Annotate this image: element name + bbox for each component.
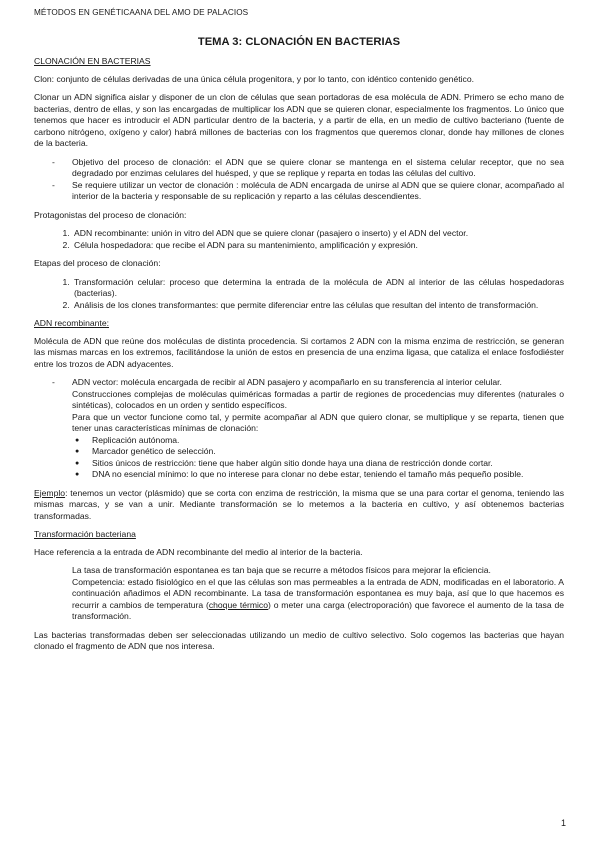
section-heading-transformacion: Transformación bacteriana: [34, 529, 136, 539]
document-body: [34, 35, 564, 660]
paragraph-clon-definition: Clon: conjunto de células derivadas de una única célula progenitora, y por lo tanto, con idéntico contenido genético.: [34, 73, 475, 84]
list-item: 1. Transformación celular: proceso que determina la entrada de la molécula de ADN al interior de las células hospedadoras (bacterias).: [72, 277, 564, 300]
bullet-list-characteristics: [72, 435, 564, 481]
paragraph-tasa: La tasa de transformación espontanea es tan baja que se recurre a métodos físicos para mejorar la eficiencia.: [72, 565, 491, 575]
choque-termico-term: choque térmico: [208, 599, 269, 610]
vector-line: Construcciones complejas de moléculas quiméricas formadas a partir de regiones de procedencias muy diferentes (naturales o sintéticas), colocados en un orden y sentido específicos.: [72, 388, 564, 410]
paragraph-clonar-adn: Clonar un ADN significa aislar y disponer de un clon de células que sean portadoras de esa molécula de ADN. Primero se echo mano de bacterias, dentro de ellas, y son las encargadas de multiplicar los ADN que se quieren clonar, especialmente los fragmentos. Lo único que tenemos que hacer es introducir el ADN particular dentro de la bacteria, y a partir de ella, en un medio de cultivo bacteriano (fuente de carbono nitrógeno, oxígeno y calor) habrá millones de bacterias con los fragmentos que queremos clonar, donde hay millones de clones de la bacteria.: [34, 92, 564, 148]
ejemplo-label: Ejemplo: [34, 487, 66, 498]
indented-block-transformacion: [34, 565, 564, 623]
list-item: ● Replicación autónoma.: [92, 435, 564, 447]
dash-list-objectives: [34, 157, 564, 203]
list-item: 2. Análisis de los clones transformantes: que permite diferenciar entre las células que resultan del intento de transformación.: [72, 300, 564, 312]
dash-list-vector: [34, 377, 564, 481]
list-item: - Se requiere utilizar un vector de clonación : molécula de ADN encargada de unirse al ADN que se quiere clonar, acompañado al interior de la bacteria y responsable de su replicación y reparto a las células descendientes.: [72, 180, 564, 203]
section-heading-adn-recombinante: ADN recombinante:: [34, 318, 109, 328]
ejemplo-text: : tenemos un vector (plásmido) que se corta con enzima de restricción, la misma que se una para cortar el genoma, teniendo las mismas marcas, y se van a unir. Mediante transformación se lo metemos a la bacteria en cultivo, y así obtenemos bacterias transformadas.: [34, 487, 564, 521]
protagonistas-intro: Protagonistas del proceso de clonación:: [34, 209, 187, 220]
numbered-list-protagonistas: [34, 228, 564, 251]
page-header: MÉTODOS EN GENÉTICAANA DEL AMO DE PALACIOS: [34, 8, 249, 17]
list-item: ● Marcador genético de selección.: [92, 446, 564, 458]
list-item-vector: [72, 377, 564, 481]
vector-line: Para que un vector funcione como tal, y permite acompañar al ADN que quiero clonar, se multiplique y se reparta, tienen que tener unas características mínimas de clonación:: [72, 411, 564, 433]
list-item: 1. ADN recombinante: unión in vitro del ADN que se quiere clonar (pasajero o inserto) y el ADN del vector.: [72, 228, 564, 240]
list-item: 2. Célula hospedadora: que recibe el ADN para su mantenimiento, amplificación y expresión.: [72, 240, 564, 252]
list-item: ● Sitios únicos de restricción: tiene que haber algún sitio donde haya una diana de restricción donde cortar.: [92, 458, 564, 470]
vector-line: - ADN vector: molécula encargada de recibir al ADN pasajero y acompañarlo en su transferencia al interior celular.: [72, 377, 502, 387]
section-heading-clonacion: CLONACIÓN EN BACTERIAS: [34, 56, 151, 66]
paragraph-competencia: [72, 577, 564, 623]
etapas-intro: Etapas del proceso de clonación:: [34, 258, 161, 268]
numbered-list-etapas: [34, 277, 564, 312]
paragraph-adn-recombinante: Molécula de ADN que reúne dos moléculas de distinta procedencia. Si cortamos 2 ADN con la misma enzima de restricción, se generan las mismas marcas en los extremos, facilitándose la unión de estos en presencia de una enzima ligasa, que cataliza el enlace fosfodiéster entre los trozos de ADN adyacentes.: [34, 335, 564, 369]
page-number: 1: [560, 818, 566, 828]
paragraph-transformacion-intro: Hace referencia a la entrada de ADN recombinante del medio al interior de la bacteria.: [34, 546, 363, 557]
list-item: ● DNA no esencial mínimo: lo que no interese para clonar no debe estar, teniendo el tamaño más pequeño posible.: [92, 469, 564, 481]
page-title: TEMA 3: CLONACIÓN EN BACTERIAS: [197, 36, 401, 48]
list-item: - Objetivo del proceso de clonación: el ADN que se quiere clonar se mantenga en el sistema celular receptor, que no sea degradado por enzimas celulares del huésped, y que se replique y reparta en todas las células del cultivo.: [72, 157, 564, 180]
paragraph-seleccion: Las bacterias transformadas deben ser seleccionadas utilizando un medio de cultivo selectivo. Solo cogemos las bacterias que hayan clonado el fragmento de ADN que nos interesa.: [34, 629, 564, 651]
competencia-text: Competencia: estado fisiológico en el que las células son mas permeables a la entrada de ADN, modificadas en el laboratorio. A continuación añadimos el ADN recombinante. La tasa de transformación espontanea es muy baja, así que lo que hacemos es recurrir a cambios de temperatura (: [72, 576, 564, 610]
competencia-text-end: ) o meter una carga (electroporación) que favorece el aumento de la tasa de transformación.: [72, 599, 564, 621]
paragraph-ejemplo: [34, 488, 564, 523]
